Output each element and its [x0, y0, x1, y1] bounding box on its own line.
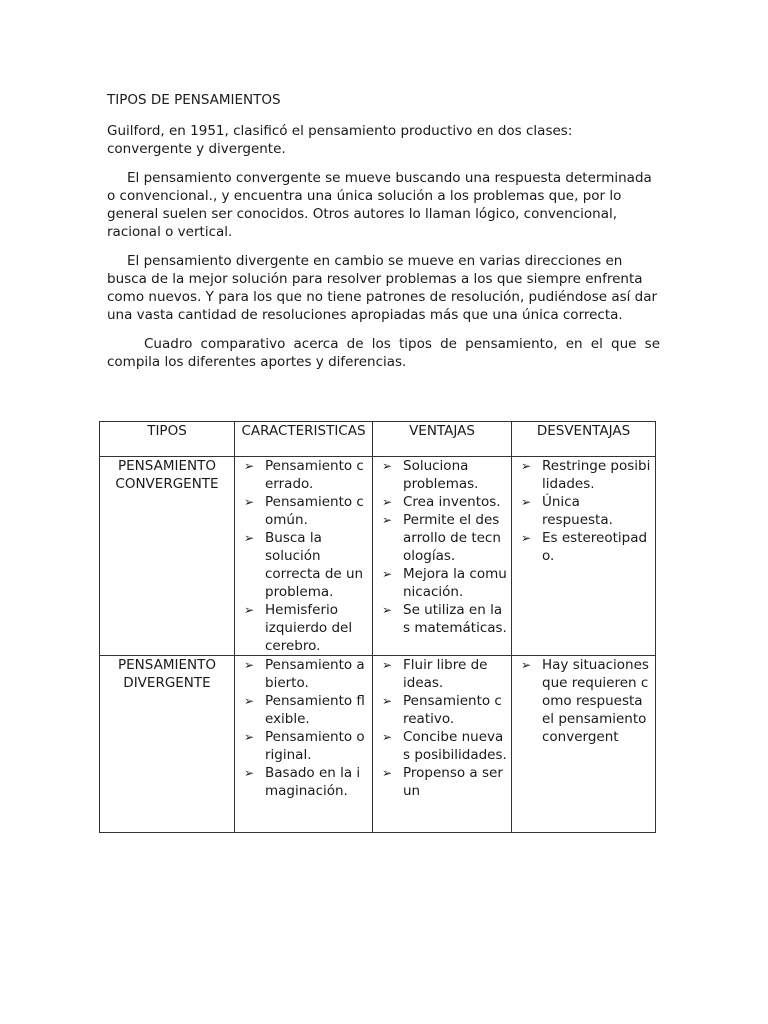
header-desventajas: DESVENTAJAS: [512, 422, 656, 457]
list-item: ➢ Soluciona problemas.: [403, 457, 507, 493]
list-item: ➢ Pensamiento original.: [265, 728, 368, 764]
cell-desventajas: [512, 656, 656, 833]
table-header-row: [100, 422, 656, 457]
list-item: ➢ Pensamiento común.: [265, 493, 368, 529]
list-item: ➢ Pensamiento abierto.: [265, 656, 368, 692]
list-item: ➢ Hay situaciones que requieren como respuesta el pensamiento convergent: [542, 656, 651, 746]
comparison-table: [99, 421, 656, 833]
list-item: ➢ Restringe posibilidades.: [542, 457, 651, 493]
list-item: ➢ Busca la solución correcta de un problema.: [265, 529, 368, 601]
document-title: TIPOS DE PENSAMIENTOS: [107, 92, 281, 108]
table-row: [100, 457, 656, 656]
list-item: ➢ Propenso a ser un: [403, 764, 507, 800]
list-item: ➢ Hemisferio izquierdo del cerebro.: [265, 601, 368, 655]
header-ventajas: VENTAJAS: [373, 422, 512, 457]
list-item: ➢ Pensamiento cerrado.: [265, 457, 368, 493]
cell-caracteristicas: [235, 656, 373, 833]
paragraph-divergent: El pensamiento divergente en cambio se mueve en varias direcciones en busca de la mejor solución para resolver problemas a los que siempre enfrenta como nuevos. Y para los que no tiene patrones de resolución, pudiéndose así dar una vasta cantidad de resoluciones apropiadas más que una única correcta.: [107, 253, 658, 323]
paragraph-intro: Guilford, en 1951, clasificó el pensamiento productivo en dos clases: convergente y divergente.: [107, 123, 573, 157]
list-item: ➢ Crea inventos.: [403, 493, 507, 511]
list-item: ➢ Mejora la comunicación.: [403, 565, 507, 601]
cell-ventajas: [373, 457, 512, 656]
cell-ventajas: [373, 656, 512, 833]
list-item: ➢ Permite el desarrollo de tecnologías.: [403, 511, 507, 565]
list-item: ➢ Basado en la imaginación.: [265, 764, 368, 800]
list-item: ➢ Se utiliza en las matemáticas.: [403, 601, 507, 637]
header-tipos: TIPOS: [100, 422, 235, 457]
table-row: [100, 656, 656, 833]
list-item: ➢ Pensamiento flexible.: [265, 692, 368, 728]
row-tipo-divergente: PENSAMIENTO DIVERGENTE: [100, 656, 235, 833]
cell-caracteristicas: [235, 457, 373, 656]
list-item: ➢ Pensamiento creativo.: [403, 692, 507, 728]
list-item: ➢ Fluir libre de ideas.: [403, 656, 507, 692]
list-item: ➢ Es estereotipado.: [542, 529, 651, 565]
document-body: [107, 91, 660, 382]
list-item: ➢ Concibe nuevas posibilidades.: [403, 728, 507, 764]
row-tipo-convergente: PENSAMIENTO CONVERGENTE: [100, 457, 235, 656]
paragraph-table-intro: Cuadro comparativo acerca de los tipos de pensamiento, en el que se compila los diferentes aportes y diferencias.: [107, 336, 660, 370]
header-caracteristicas: CARACTERISTICAS: [235, 422, 373, 457]
paragraph-convergent: El pensamiento convergente se mueve buscando una respuesta determinada o convencional., y encuentra una única solución a los problemas que, por lo general suelen ser conocidos. Otros autores lo llaman lógico, convencional, racional o vertical.: [107, 170, 652, 240]
cell-desventajas: [512, 457, 656, 656]
list-item: ➢ Única respuesta.: [542, 493, 651, 529]
